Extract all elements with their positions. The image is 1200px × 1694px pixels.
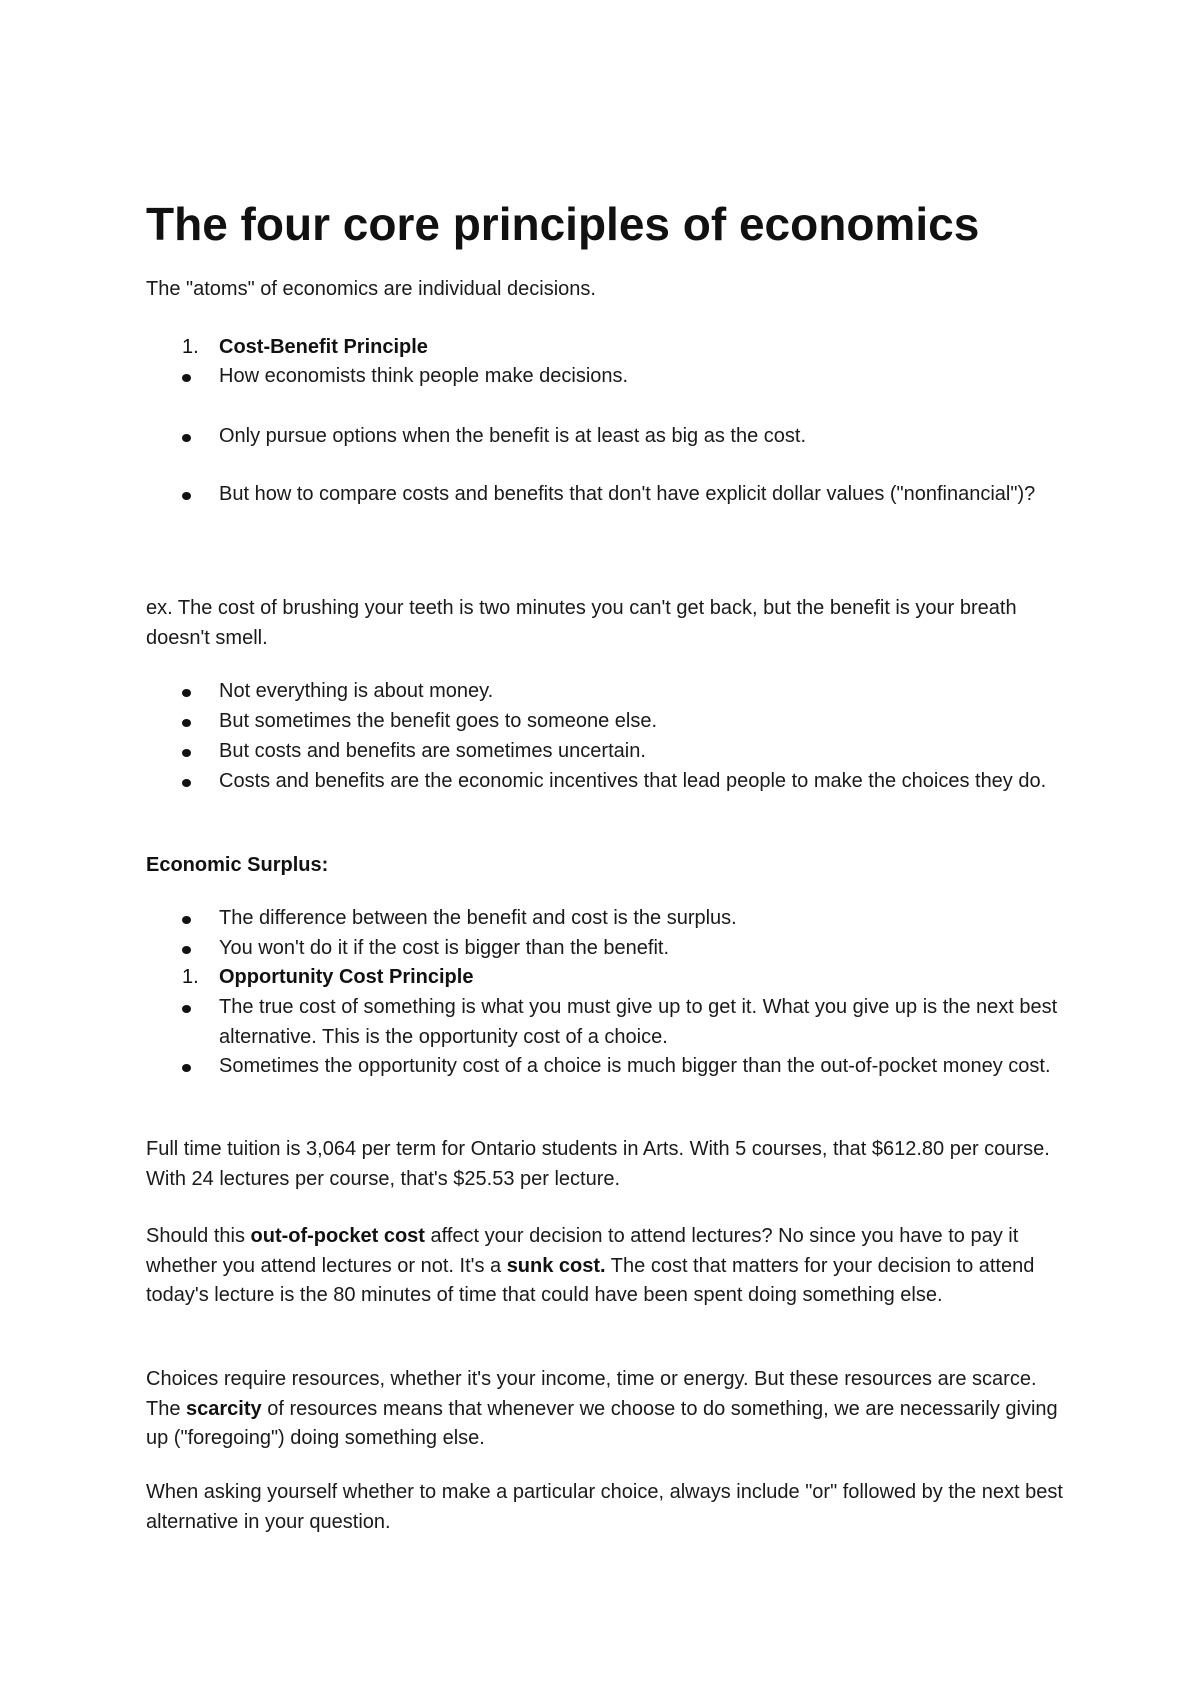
bullet-icon: [182, 1005, 191, 1013]
list-item: Sometimes the opportunity cost of a choice is much bigger than the out-of-pocket money cost.: [146, 1052, 1066, 1082]
list-item: But how to compare costs and benefits that don't have explicit dollar values ("nonfinancial")?: [146, 480, 1066, 510]
bullet-icon: [182, 1064, 191, 1072]
closing-paragraph: When asking yourself whether to make a particular choice, always include "or" followed by the next best alternative in your question.: [146, 1481, 1063, 1533]
bullet-icon: [182, 689, 191, 697]
bullet-icon: [182, 719, 191, 727]
bullet-icon: [182, 492, 191, 500]
sunk-cost-term: sunk cost.: [506, 1254, 606, 1277]
out-of-pocket-cost-term: out-of-pocket cost: [250, 1225, 425, 1247]
list-item: You won't do it if the cost is bigger than the benefit.: [146, 934, 1066, 964]
bullet-icon: [182, 434, 191, 442]
numbered-item-cost-benefit: [146, 333, 1066, 362]
list-item: Not everything is about money.: [146, 677, 1066, 707]
list-item: But sometimes the benefit goes to someone else.: [146, 707, 1066, 737]
scarcity-paragraph: Choices require resources, whether it's your income, time or energy. But these resources are scarce. The scarcity of resources means that whenever we choose to do something, we are necessarily giving up ("foregoing") doing something else.: [146, 1368, 1058, 1449]
list-number: 1.: [182, 966, 199, 988]
economic-surplus-heading: Economic Surplus:: [146, 854, 329, 876]
cost-benefit-heading: Cost-Benefit Principle: [219, 336, 428, 358]
list-item: How economists think people make decisions.: [146, 362, 1066, 392]
bullet-icon: [182, 779, 191, 787]
bullet-icon: [182, 374, 191, 382]
bullet-icon: [182, 916, 191, 924]
example-paragraph: ex. The cost of brushing your teeth is two minutes you can't get back, but the benefit is your breath doesn't smell.: [146, 597, 1017, 649]
list-number: 1.: [182, 336, 199, 358]
tuition-paragraph: Full time tuition is 3,064 per term for Ontario students in Arts. With 5 courses, that $612.80 per course. With 24 lectures per course, that's $25.53 per lecture.: [146, 1138, 1050, 1190]
sunk-cost-paragraph: Should this out-of-pocket cost affect your decision to attend lectures? No since you have to pay it whether you attend lectures or not. It's a sunk cost. The cost that matters for your decision to attend today's lecture is the 80 minutes of time that could have been spent doing something else.: [146, 1225, 1035, 1306]
list-item: The difference between the benefit and cost is the surplus.: [146, 904, 1066, 934]
scarcity-term: scarcity: [186, 1397, 262, 1420]
list-item: Costs and benefits are the economic incentives that lead people to make the choices they do.: [146, 767, 1066, 797]
numbered-item-opportunity-cost: [146, 963, 1066, 992]
list-item: But costs and benefits are sometimes uncertain.: [146, 737, 1066, 767]
opportunity-cost-heading: Opportunity Cost Principle: [219, 966, 474, 988]
list-item: The true cost of something is what you must give up to get it. What you give up is the next best alternative. This is the opportunity cost of a choice.: [146, 993, 1066, 1052]
intro-paragraph: The "atoms" of economics are individual decisions.: [146, 278, 596, 300]
list-item: Only pursue options when the benefit is at least as big as the cost.: [146, 422, 1066, 452]
bullet-icon: [182, 946, 191, 954]
bullet-icon: [182, 749, 191, 757]
page-title: The four core principles of economics: [146, 198, 980, 250]
